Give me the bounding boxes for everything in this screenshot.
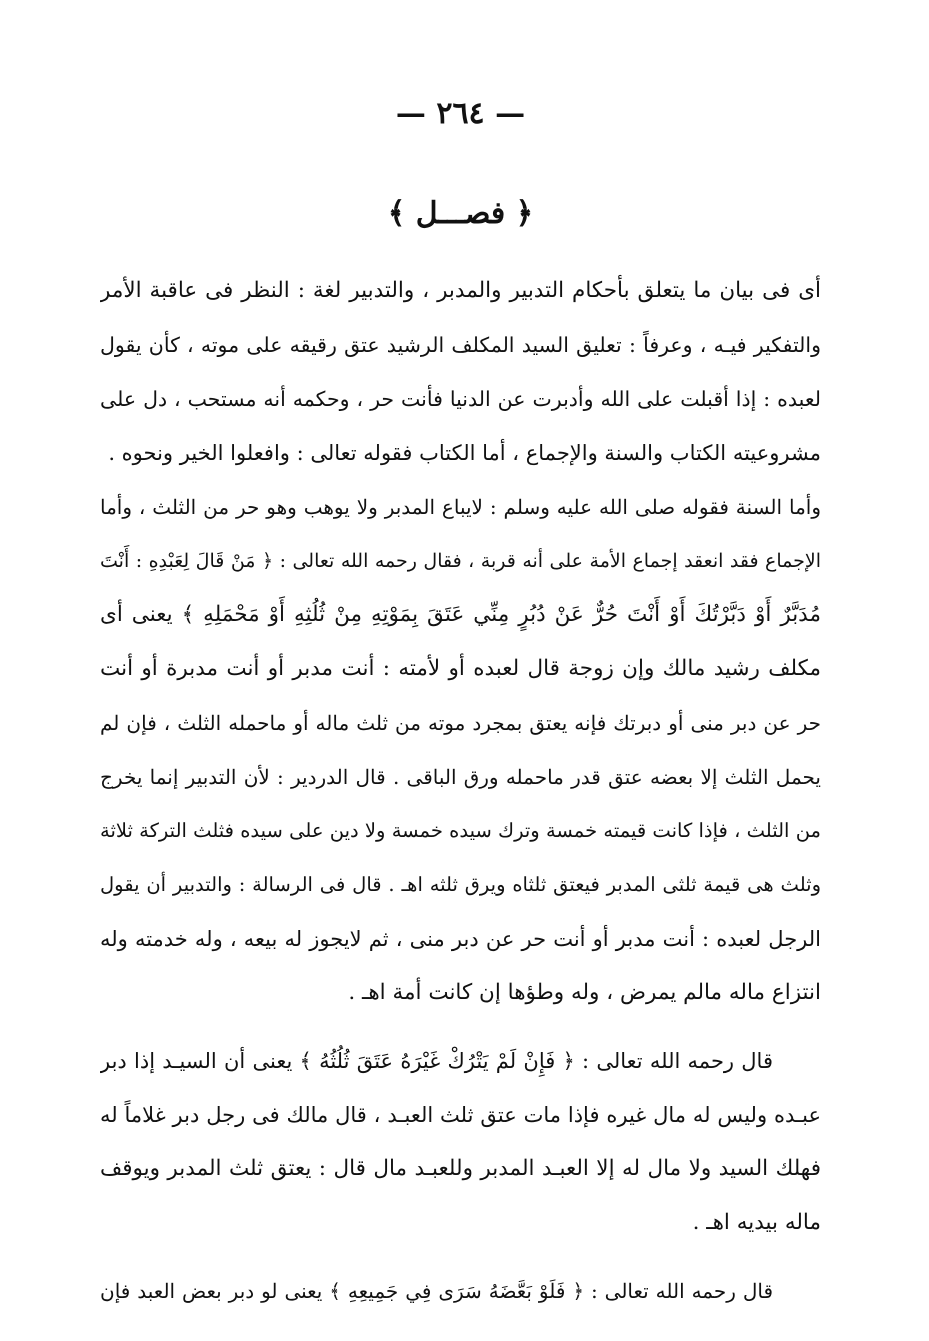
text-line: والتفكير فيـه ، وعرفاً : تعليق السيد المكلف الرشيد عتق رقيقه على موته ، كأن يقول <box>100 333 821 357</box>
paragraph-1 <box>100 264 821 1020</box>
page-number: — ٢٦٤ — <box>395 96 526 131</box>
section-heading: ﴿ فصـــل ﴾ <box>387 196 534 231</box>
text-line: أى فى بيان ما يتعلق بأحكام التدبير والمدبر ، والتدبير لغة : النظر فى عاقبة الأمر <box>100 278 821 303</box>
text-line: ماله بيديه اهـ . <box>692 1210 821 1235</box>
paragraph-2 <box>100 1034 821 1250</box>
text-line: وثلث هى قيمة ثلثى المدبر فيعتق ثلثاه ويرق ثلثه اهـ . قال فى الرسالة : والتدبير أن يقول <box>100 873 821 896</box>
text-line: لعبده : إذا أقبلت على الله وأدبرت عن الدنيا فأنت حر ، وحكمه أنه مستحب ، دل على <box>100 387 821 411</box>
text-line: انتزاع ماله مالم يمرض ، وله وطؤها إن كانت أمة اهـ . <box>348 980 821 1005</box>
text-line: من الثلث ، فإذا كانت قيمته خمسة وترك سيده خمسة ولا دين على سيده فثلث التركة ثلاثة <box>100 819 821 842</box>
text-line: الإجماع فقد انعقد إجماع الأمة على أنه قربة ، فقال رحمه الله تعالى : ﴿ مَنْ قَالَ لِعَبْدِهِ : أَنْتَ <box>100 550 821 572</box>
text-line: فهلك السيد ولا مال له إلا العبـد المدبر وللعبـد مال قال : يعتق ثلث المدبر ويوقف <box>100 1156 821 1181</box>
text-line: وأما السنة فقوله صلى الله عليه وسلم : لايباع المدبر ولا يوهب وهو حر من الثلث ، وأما <box>100 495 821 519</box>
text-line: يحمل الثلث إلا بعضه عتق قدر ماحمله ورق الباقى . قال الدردير : لأن التدبير إنما يخرج <box>100 765 821 789</box>
text-line: قال رحمه الله تعالى : ﴿ فَإِنْ لَمْ يَتْرُكْ غَيْرَهُ عَتَقَ ثُلُثُهُ ﴾ يعنى أن السيـد إذا دبر <box>100 1049 773 1073</box>
text-line: حر عن دبر منى أو دبرتك فإنه يعتق بمجرد موته من ثلث ماله أو ماحمله الثلث ، فإن لم <box>100 711 821 735</box>
text-line: قال رحمه الله تعالى : ﴿ فَلَوْ بَعَّضَهُ سَرَى فِي جَمِيعِهِ ﴾ يعنى لو دبر بعض العبد فإن <box>100 1279 773 1303</box>
text-line: مُدَبَّرٌ أَوْ دَبَّرْتُكَ أَوْ أَنْتَ حُرٌّ عَنْ دُبُرٍ مِنِّي عَتَقَ بِمَوْتِهِ مِنْ ثُلُثِهِ أَوْ مَحْمَلِهِ ﴾ يعنى أى <box>100 602 821 627</box>
text-line: الرجل لعبده : أنت مدبر أو أنت حر عن دبر منى ، ثم لايجوز له بيعه ، وله خدمته وله <box>100 927 821 951</box>
paragraph-3 <box>100 1264 821 1318</box>
text-line: مشروعيته الكتاب والسنة والإجماع ، أما الكتاب فقوله تعالى : وافعلوا الخير ونحوه . <box>108 441 821 465</box>
text-line: مكلف رشيد مالك وإن زوجة قال لعبده أو لأمته : أنت مدبر أو أنت مدبرة أو أنت <box>100 656 821 681</box>
text-line: عبـده وليس له مال غيره فإذا مات عتق ثلث العبـد ، قال مالك فى رجل دبر غلاماً له <box>100 1103 821 1127</box>
